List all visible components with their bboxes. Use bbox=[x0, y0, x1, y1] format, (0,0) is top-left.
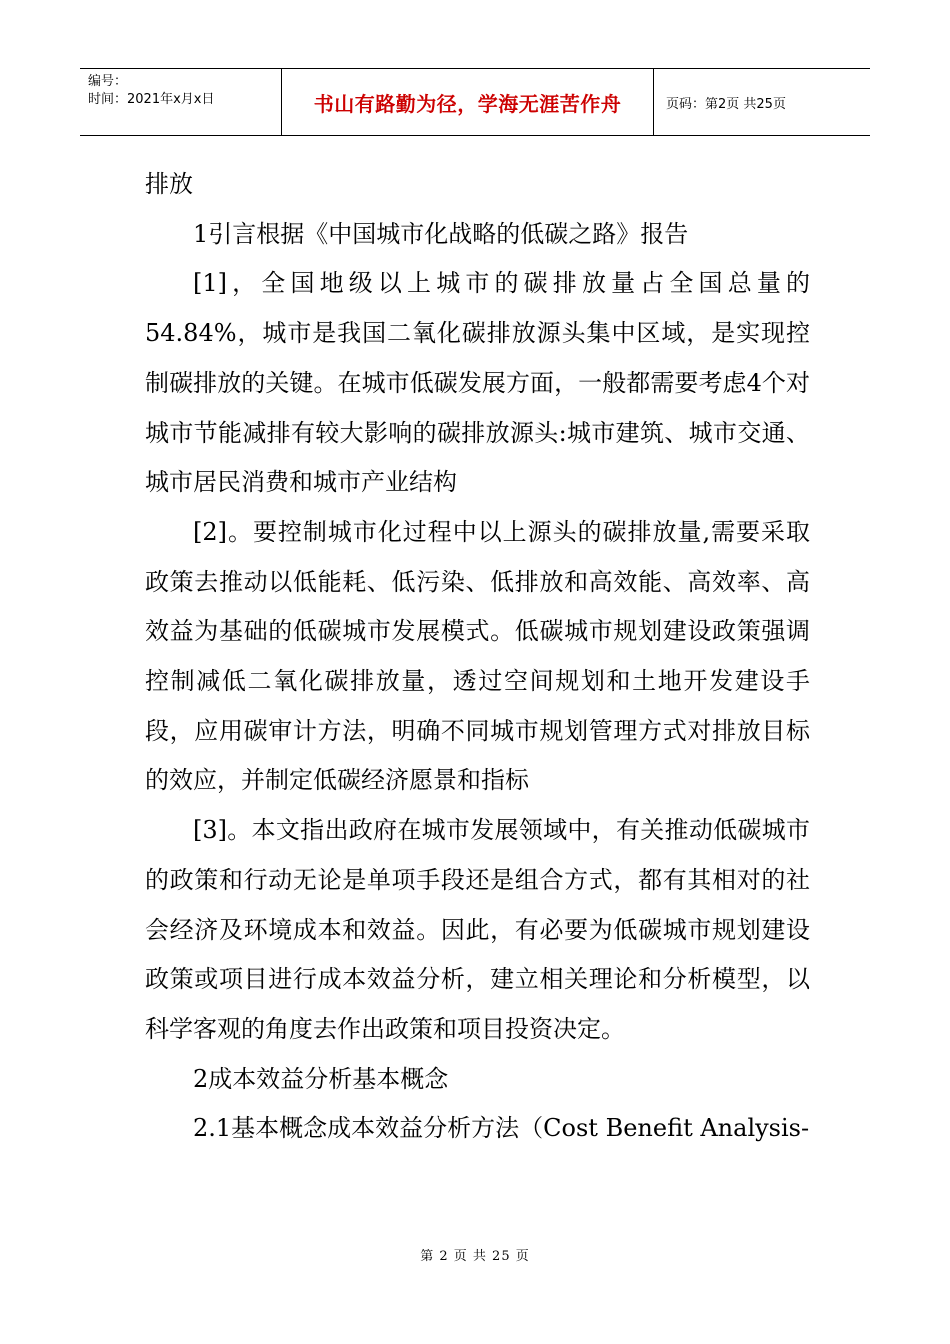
paragraph: [2]。要控制城市化过程中以上源头的碳排放量,需要采取政策去推动以低能耗、低污染、低排放和高效能、高效率、高效益为基础的低碳城市发展模式。低碳城市规划建设政策强调控制减低二氧化碳排放量，透过空间规划和土地开发建设手段，应用碳审计方法，明确不同城市规划管理方式对排放目标的效应，并制定低碳经济愿景和指标 bbox=[145, 517, 810, 795]
header-motto-cell bbox=[282, 69, 654, 135]
header-page-cell bbox=[654, 69, 870, 135]
header-page-info: 页码：第2页 共25页 bbox=[666, 96, 786, 112]
paragraph: [1]，全国地级以上城市的碳排放量占全国总量的54.84%，城市是我国二氧化碳排放源头集中区域，是实现控制碳排放的关键。在城市低碳发展方面，一般都需要考虑4个对城市节能减排有较大影响的碳排放源头:城市建筑、城市交通、城市居民消费和城市产业结构 bbox=[145, 269, 810, 497]
document-date: 时间：2021年x月x日 bbox=[88, 92, 215, 107]
header-motto: 书山有路勤为径，学海无涯苦作舟 bbox=[313, 91, 622, 116]
document-body bbox=[145, 160, 810, 1154]
document-number-label: 编号： bbox=[88, 74, 128, 89]
page-header bbox=[80, 68, 870, 136]
paragraph: 排放 bbox=[145, 170, 193, 198]
paragraph: 1引言根据《中国城市化战略的低碳之路》报告 bbox=[193, 219, 689, 248]
subsection-heading: 2.1基本概念成本效益分析方法（Cost Benefit Analysis- bbox=[193, 1114, 810, 1143]
paragraph: [3]。本文指出政府在城市发展领域中，有关推动低碳城市的政策和行动无论是单项手段还是组合方式，都有其相对的社会经济及环境成本和效益。因此，有必要为低碳城市规划建设政策或项目进行成本效益分析，建立相关理论和分析模型，以科学客观的角度去作出政策和项目投资决定。 bbox=[145, 816, 810, 1043]
page-footer: 第 2 页 共 25 页 bbox=[420, 1249, 530, 1264]
header-meta-cell bbox=[80, 69, 282, 135]
section-heading: 2成本效益分析基本概念 bbox=[193, 1064, 449, 1093]
